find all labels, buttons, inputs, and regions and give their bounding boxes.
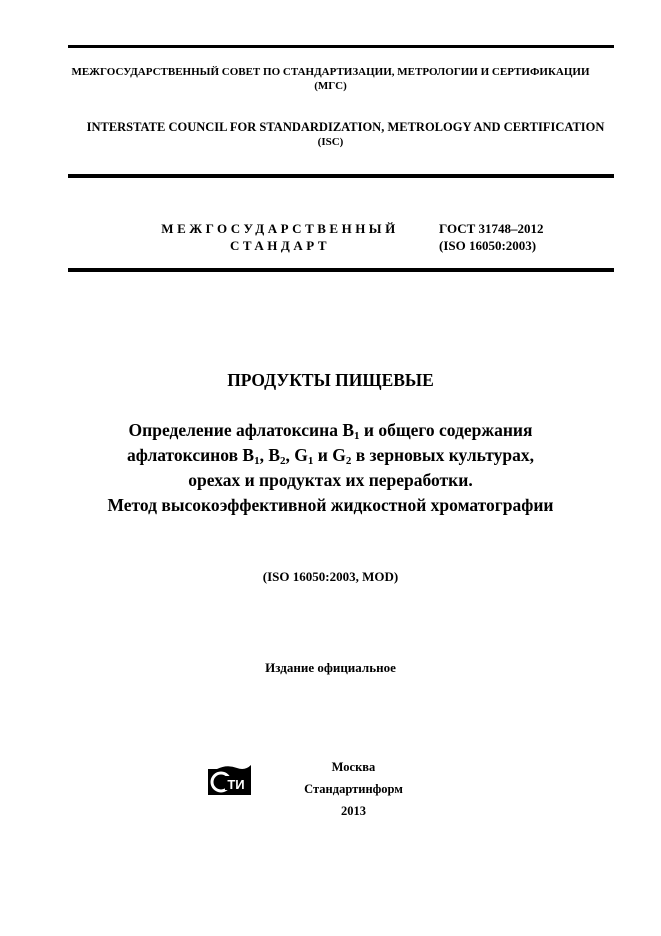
publisher-city: Москва [331, 760, 376, 774]
svg-text:ТИ: ТИ [227, 777, 245, 792]
standard-type [140, 220, 420, 254]
document-title: ПРОДУКТЫ ПИЩЕВЫЕ [227, 370, 434, 390]
bottom-rule [68, 268, 614, 272]
standard-line2: СТАНДАРТ [229, 238, 330, 253]
iso-reference: (ISO 16050:2003, MOD) [262, 569, 399, 584]
subscript: 1 [354, 430, 360, 442]
council-ru-abbr: (МГС) [314, 80, 347, 92]
edition-label: Издание официальное [265, 660, 396, 675]
subscript: 2 [280, 455, 286, 467]
top-rule [68, 45, 614, 48]
subtitle-text: Метод высокоэффективной жидкостной хроматографии [107, 495, 554, 515]
subtitle-text: орехах и продуктах их переработки. [188, 470, 473, 490]
gost-number: ГОСТ 31748–2012 [439, 221, 544, 236]
subtitle-text: Определение афлатоксина B [128, 420, 355, 440]
council-ru: МЕЖГОСУДАРСТВЕННЫЙ СОВЕТ ПО СТАНДАРТИЗАЦИИ, МЕТРОЛОГИИ И СЕРТИФИКАЦИИ [71, 66, 590, 78]
subtitle-text: и общего содержания [359, 420, 533, 440]
standard-line1: МЕЖГОСУДАРСТВЕННЫЙ [161, 221, 399, 236]
subtitle-text: , B [259, 445, 280, 465]
subtitle-line [0, 443, 661, 468]
council-en-abbr: (ISC) [317, 136, 344, 148]
subscript: 1 [307, 455, 314, 467]
subtitle-line [0, 418, 661, 443]
iso-number: (ISO 16050:2003) [439, 238, 537, 253]
subscript: 2 [345, 455, 352, 467]
publisher-name: Стандартинформ [304, 782, 403, 796]
subscript: 1 [254, 455, 260, 467]
standard-number-block [439, 220, 544, 254]
subtitle-line [0, 468, 661, 493]
subtitle-text: афлатоксинов B [127, 445, 255, 465]
document-subtitle [0, 418, 661, 518]
subtitle-line [0, 493, 661, 518]
subtitle-text: и G [313, 445, 346, 465]
subtitle-text: в зерновых культурах, [351, 445, 534, 465]
council-en: INTERSTATE COUNCIL FOR STANDARDIZATION, METROLOGY AND CERTIFICATION [86, 120, 605, 134]
publication-year: 2013 [341, 804, 366, 818]
mid-rule [68, 174, 614, 178]
subtitle-text: , G [285, 445, 308, 465]
